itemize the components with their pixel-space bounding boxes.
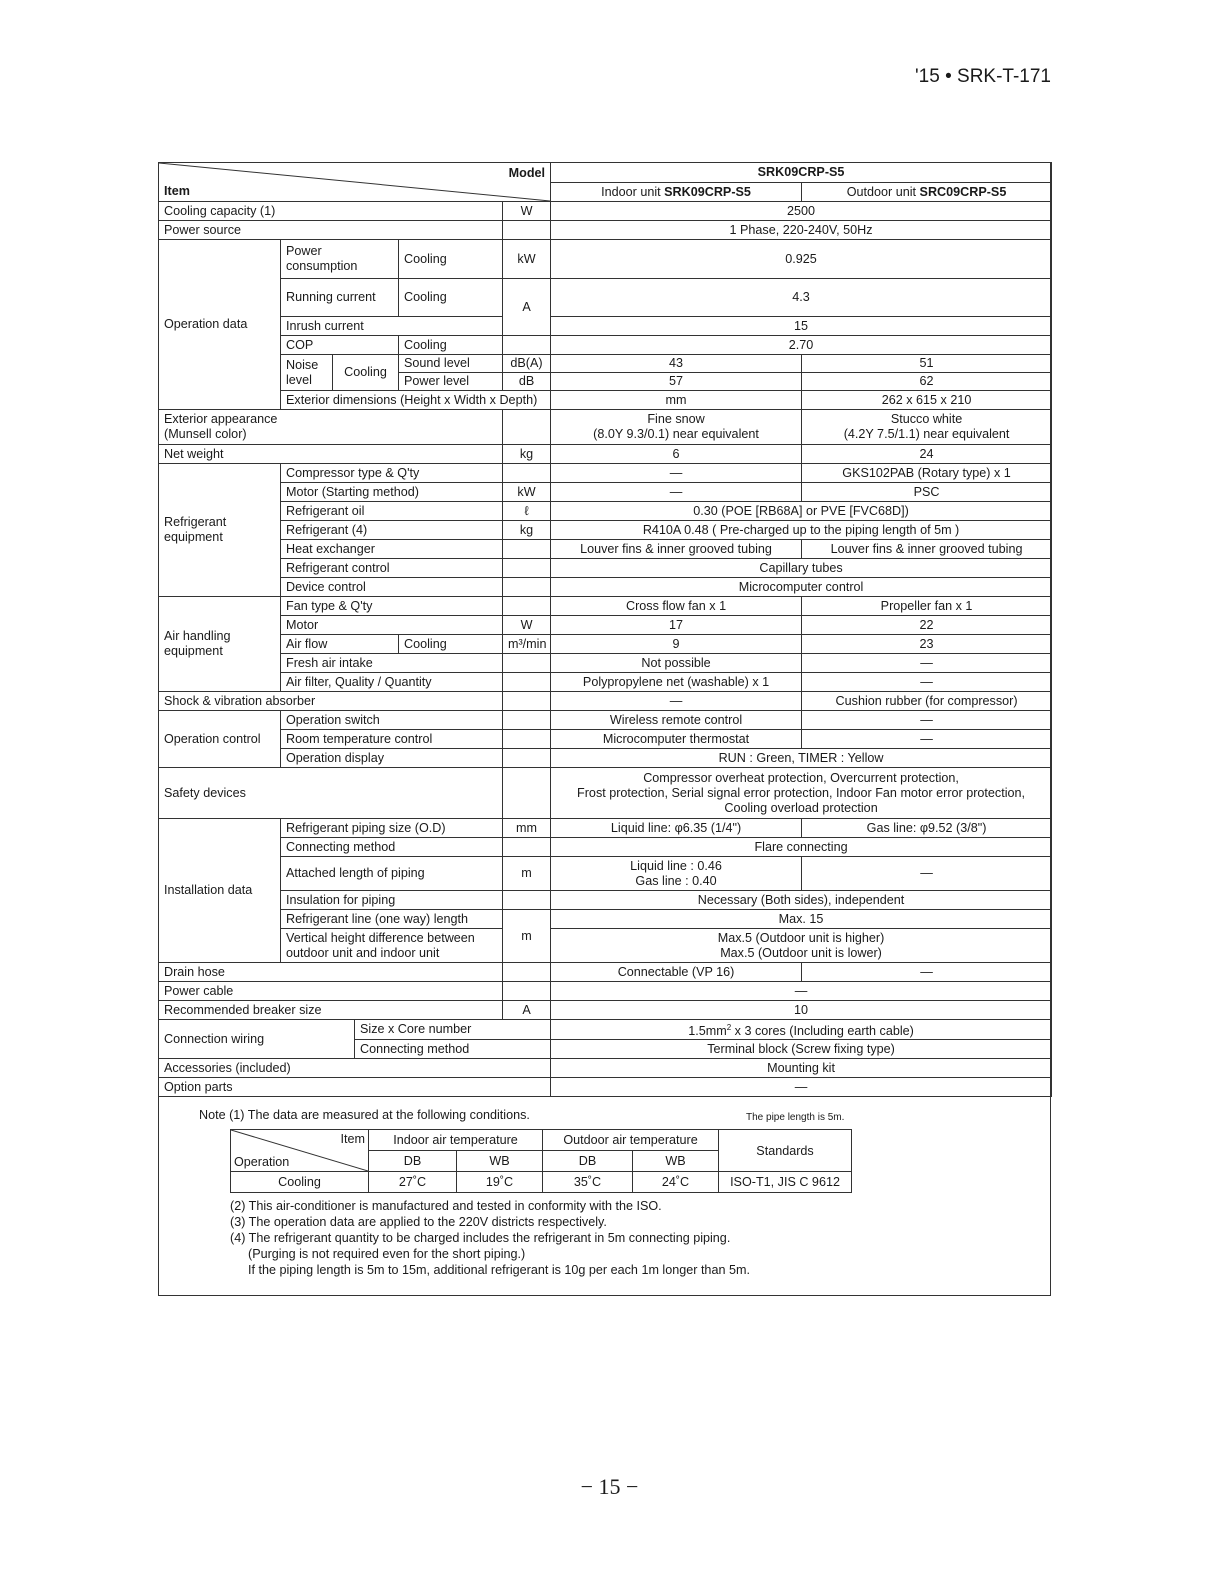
power-cable-unit [503, 982, 551, 1001]
refrigerant-control-value: Capillary tubes [551, 559, 1052, 578]
motor-indoor: 17 [551, 616, 802, 635]
air-flow-label: Air flow [281, 635, 399, 654]
shock-absorber-label: Shock & vibration absorber [159, 692, 503, 711]
heat-exchanger-label: Heat exchanger [281, 540, 503, 559]
piping-size-unit: mm [503, 819, 551, 838]
accessories-label: Accessories (included) [159, 1059, 551, 1078]
cond-outdoor-wb: 24˚C [633, 1172, 719, 1193]
dimensions-indoor: 262 x 615 x 210 [802, 391, 1052, 410]
appearance-indoor: Fine snow (8.0Y 9.3/0.1) near equivalent [551, 410, 802, 445]
drain-hose-label: Drain hose [159, 963, 503, 982]
refrigerant-control-unit [503, 559, 551, 578]
noise-mode: Cooling [333, 355, 399, 391]
conditions-table [230, 1129, 852, 1193]
net-weight-unit: kg [503, 445, 551, 464]
fresh-air-unit [503, 654, 551, 673]
sound-level-indoor: 43 [551, 355, 802, 373]
motor-unit: W [503, 616, 551, 635]
power-cable-value: — [551, 982, 1052, 1001]
installation-data-group: Installation data [159, 819, 281, 963]
motor-starting-indoor: — [551, 483, 802, 502]
note-4: (4) The refrigerant quantity to be charged includes the refrigerant in 5m connecting piping. [230, 1231, 731, 1245]
noise-level-label: Noise level [281, 355, 333, 391]
size-core-value: $1.5mm^2$ x 3 cores (Including earth cable) [551, 1020, 1052, 1040]
refrigerant-oil-value: 0.30 (POE [RB68A] or PVE [FVC68D]) [551, 502, 1052, 521]
attached-length-outdoor: — [802, 857, 1052, 891]
fresh-air-indoor: Not possible [551, 654, 802, 673]
insulation-value: Necessary (Both sides), independent [551, 891, 1052, 910]
model-name: SRK09CRP-S5 [551, 163, 1052, 183]
document-id: '15 • SRK-T-171 [915, 66, 1051, 87]
power-consumption-value: 0.925 [551, 240, 1052, 279]
fresh-air-outdoor: — [802, 654, 1052, 673]
heat-exchanger-outdoor: Louver fins & inner grooved tubing [802, 540, 1052, 559]
net-weight-label: Net weight [159, 445, 503, 464]
wiring-method-label: Connecting method [355, 1040, 551, 1059]
refrigerant-oil-label: Refrigerant oil [281, 502, 503, 521]
breaker-size-label: Recommended breaker size [159, 1001, 503, 1020]
sound-level-label: Sound level [399, 355, 503, 373]
compressor-unit [503, 464, 551, 483]
refrigerant-control-label: Refrigerant control [281, 559, 503, 578]
cond-indoor-db: 27˚C [369, 1172, 457, 1193]
heat-exchanger-unit [503, 540, 551, 559]
running-current-unit: A [503, 279, 551, 336]
net-weight-outdoor: 24 [802, 445, 1052, 464]
safety-devices-unit [503, 768, 551, 819]
cooling-capacity-label: Cooling capacity (1) [159, 202, 503, 221]
refrigerant-unit: kg [503, 521, 551, 540]
running-current-mode: Cooling [399, 279, 503, 317]
motor-outdoor: 22 [802, 616, 1052, 635]
piping-size-outdoor: Gas line: φ9.52 (3/8") [802, 819, 1052, 838]
fan-type-indoor: Cross flow fan x 1 [551, 597, 802, 616]
power-consumption-label: Power consumption [281, 240, 399, 279]
cop-mode: Cooling [399, 336, 503, 355]
cooling-capacity-value: 2500 [551, 202, 1052, 221]
air-flow-mode: Cooling [399, 635, 503, 654]
safety-devices-label: Safety devices [159, 768, 503, 819]
appearance-unit [503, 410, 551, 445]
safety-devices-value: Compressor overheat protection, Overcurrent protection, Frost protection, Serial signal error protection, Indoor Fan motor error protection, Cooling overload protection [551, 768, 1052, 819]
motor-starting-label: Motor (Starting method) [281, 483, 503, 502]
indoor-db-header: DB [369, 1151, 457, 1172]
operation-control-group: Operation control [159, 711, 281, 768]
refrigerant-value: R410A 0.48 ( Pre-charged up to the piping length of 5m ) [551, 521, 1052, 540]
device-control-label: Device control [281, 578, 503, 597]
net-weight-indoor: 6 [551, 445, 802, 464]
refrigerant-line-unit: m [503, 910, 551, 963]
running-current-value: 4.3 [551, 279, 1052, 317]
drain-hose-unit [503, 963, 551, 982]
power-cable-label: Power cable [159, 982, 503, 1001]
item-label: Item [164, 184, 190, 198]
cop-value: 2.70 [551, 336, 1052, 355]
motor-starting-outdoor: PSC [802, 483, 1052, 502]
power-consumption-unit: kW [503, 240, 551, 279]
air-flow-outdoor: 23 [802, 635, 1052, 654]
cond-outdoor-db: 35˚C [543, 1172, 633, 1193]
note-3: (3) The operation data are applied to the 220V districts respectively. [230, 1215, 607, 1229]
motor-label: Motor [281, 616, 503, 635]
outdoor-db-header: DB [543, 1151, 633, 1172]
outdoor-wb-header: WB [633, 1151, 719, 1172]
shock-absorber-unit [503, 692, 551, 711]
accessories-value: Mounting kit [551, 1059, 1052, 1078]
model-label: Model [508, 166, 546, 180]
fan-type-outdoor: Propeller fan x 1 [802, 597, 1052, 616]
air-filter-label: Air filter, Quality / Quantity [281, 673, 503, 692]
refrigerant-label: Refrigerant (4) [281, 521, 503, 540]
connecting-method-label: Connecting method [281, 838, 503, 857]
drain-hose-indoor: Connectable (VP 16) [551, 963, 802, 982]
air-filter-outdoor: — [802, 673, 1052, 692]
power-level-outdoor: 62 [802, 373, 1052, 391]
air-flow-indoor: 9 [551, 635, 802, 654]
item-operation-header [231, 1130, 369, 1172]
air-filter-unit [503, 673, 551, 692]
note-1: Note (1) The data are measured at the following conditions. [199, 1108, 530, 1122]
indoor-unit-header: Indoor unit SRK09CRP-S5 [551, 183, 802, 202]
air-flow-unit: m³/min [503, 635, 551, 654]
appearance-label: Exterior appearance (Munsell color) [159, 410, 503, 445]
sound-level-outdoor: 51 [802, 355, 1052, 373]
cond-cooling: Cooling [231, 1172, 369, 1193]
device-control-unit [503, 578, 551, 597]
page-number: − 15 − [580, 1474, 639, 1499]
piping-size-indoor: Liquid line: φ6.35 (1/4") [551, 819, 802, 838]
power-level-label: Power level [399, 373, 503, 391]
shock-absorber-outdoor: Cushion rubber (for compressor) [802, 692, 1052, 711]
outdoor-temp-header: Outdoor air temperature [543, 1130, 719, 1151]
refrigerant-line-value: Max. 15 [551, 910, 1052, 929]
refrigerant-line-label: Refrigerant line (one way) length [281, 910, 503, 929]
dimensions-label: Exterior dimensions (Height x Width x Depth) [281, 391, 551, 410]
option-parts-value: — [551, 1078, 1052, 1097]
operation-switch-indoor: Wireless remote control [551, 711, 802, 730]
attached-length-label: Attached length of piping [281, 857, 503, 891]
fan-type-unit [503, 597, 551, 616]
fresh-air-label: Fresh air intake [281, 654, 503, 673]
standards-header: Standards [719, 1130, 852, 1172]
operation-display-value: RUN : Green, TIMER : Yellow [551, 749, 1052, 768]
indoor-temp-header: Indoor air temperature [369, 1130, 543, 1151]
breaker-size-value: 10 [551, 1001, 1052, 1020]
cooling-capacity-unit: W [503, 202, 551, 221]
pipe-length-note: The pipe length is 5m. [746, 1112, 845, 1123]
inrush-current-value: 15 [551, 317, 1052, 336]
piping-size-label: Refrigerant piping size (O.D) [281, 819, 503, 838]
operation-switch-unit [503, 711, 551, 730]
air-handling-group: Air handling equipment [159, 597, 281, 692]
item-model-header [159, 163, 551, 202]
room-temp-unit [503, 730, 551, 749]
diagonal-line [159, 163, 550, 201]
connecting-method-unit [503, 838, 551, 857]
power-consumption-mode: Cooling [399, 240, 503, 279]
vertical-height-label: Vertical height difference between outdoor unit and indoor unit [281, 929, 503, 963]
compressor-indoor: — [551, 464, 802, 483]
cond-operation-label: Operation [234, 1155, 290, 1169]
fan-type-label: Fan type & Q'ty [281, 597, 503, 616]
attached-length-unit: m [503, 857, 551, 891]
drain-hose-outdoor: — [802, 963, 1052, 982]
power-source-value: 1 Phase, 220-240V, 50Hz [551, 221, 1052, 240]
attached-length-indoor: Liquid line : 0.46 Gas line : 0.40 [551, 857, 802, 891]
note-4-purging: (Purging is not required even for the short piping.) [248, 1247, 526, 1261]
note-4-additional: If the piping length is 5m to 15m, additional refrigerant is 10g per each 1m longer than 5m. [248, 1263, 750, 1277]
wiring-method-value: Terminal block (Screw fixing type) [551, 1040, 1052, 1059]
operation-switch-outdoor: — [802, 711, 1052, 730]
spec-table [158, 162, 1052, 1097]
running-current-label: Running current [281, 279, 399, 317]
vertical-height-value: Max.5 (Outdoor unit is higher) Max.5 (Outdoor unit is lower) [551, 929, 1052, 963]
power-source-unit [503, 221, 551, 240]
cond-item-label: Item [340, 1132, 365, 1146]
operation-switch-label: Operation switch [281, 711, 503, 730]
shock-absorber-indoor: — [551, 692, 802, 711]
inrush-current-label: Inrush current [281, 317, 503, 336]
refrigerant-equipment-group: Refrigerant equipment [159, 464, 281, 597]
refrigerant-oil-unit: ℓ [503, 502, 551, 521]
outdoor-unit-header: Outdoor unit SRC09CRP-S5 [802, 183, 1052, 202]
compressor-outdoor: GKS102PAB (Rotary type) x 1 [802, 464, 1052, 483]
insulation-label: Insulation for piping [281, 891, 503, 910]
power-level-indoor: 57 [551, 373, 802, 391]
device-control-value: Microcomputer control [551, 578, 1052, 597]
operation-data-group: Operation data [159, 240, 281, 410]
power-level-unit: dB [503, 373, 551, 391]
room-temp-outdoor: — [802, 730, 1052, 749]
motor-starting-unit: kW [503, 483, 551, 502]
connection-wiring-label: Connection wiring [159, 1020, 355, 1059]
room-temp-indoor: Microcomputer thermostat [551, 730, 802, 749]
cond-indoor-wb: 19˚C [457, 1172, 543, 1193]
sound-level-unit: dB(A) [503, 355, 551, 373]
cop-unit [503, 336, 551, 355]
cop-label: COP [281, 336, 399, 355]
option-parts-label: Option parts [159, 1078, 551, 1097]
appearance-outdoor: Stucco white (4.2Y 7.5/1.1) near equivalent [802, 410, 1052, 445]
note-2: (2) This air-conditioner is manufactured and tested in conformity with the ISO. [230, 1199, 662, 1213]
connecting-method-value: Flare connecting [551, 838, 1052, 857]
size-core-label: Size x Core number [355, 1020, 551, 1040]
air-filter-indoor: Polypropylene net (washable) x 1 [551, 673, 802, 692]
power-source-label: Power source [159, 221, 503, 240]
cond-standards: ISO-T1, JIS C 9612 [719, 1172, 852, 1193]
compressor-label: Compressor type & Q'ty [281, 464, 503, 483]
heat-exchanger-indoor: Louver fins & inner grooved tubing [551, 540, 802, 559]
operation-display-label: Operation display [281, 749, 503, 768]
indoor-wb-header: WB [457, 1151, 543, 1172]
dimensions-unit: mm [551, 391, 802, 410]
room-temp-label: Room temperature control [281, 730, 503, 749]
operation-display-unit [503, 749, 551, 768]
breaker-size-unit: A [503, 1001, 551, 1020]
insulation-unit [503, 891, 551, 910]
